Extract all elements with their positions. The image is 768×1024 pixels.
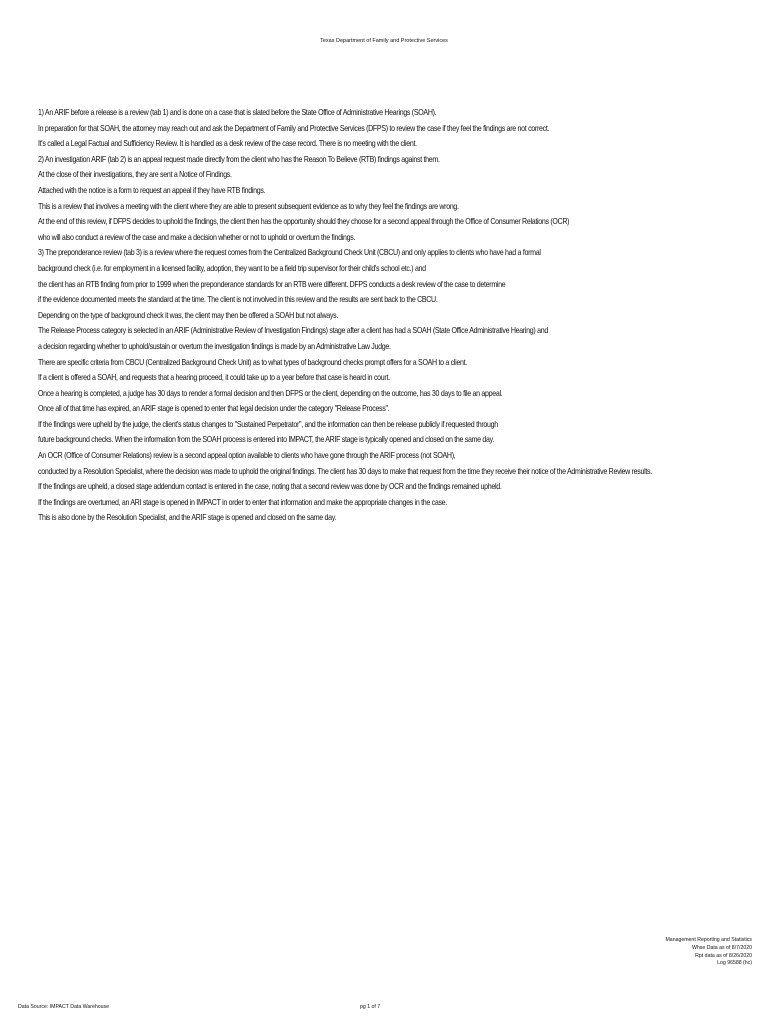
text-line: if the evidence documented meets the standard at the time. The client is not involved in this review and the results are sent back to the CBCU. [38,295,438,305]
warehouse-date: Whse Data as of 8/7/2020 [692,944,752,951]
text-line: If the findings are upheld, a closed stage addendum contact is entered in the case, noting that a second review was done by OCR and the findings remained upheld. [38,482,502,492]
paragraph-release-process [38,323,738,448]
text-line: 1) An ARIF before a release is a review (tab 1) and is done on a case that is slated before the State Office of Administrative Hearings (SOAH). [38,108,437,117]
text-line: If the findings were upheld by the judge, the client's status changes to "Sustained Perpetrator", and the information can then be release publicly if requested through [38,419,498,429]
paragraph-arif-before-release [38,105,738,152]
text-line: who will also conduct a review of the case and make a decision whether or not to uphold or overturn the findings. [38,232,356,242]
data-source: Data Source: IMPACT Data Warehouse [18,1004,110,1010]
paragraph-investigation-arif [38,152,738,246]
text-line: At the end of this review, if DFPS decides to uphold the findings, the client then has the opportunity should they choose for a second appeal through the Office of Consumer Relations (OCR) [38,217,570,227]
text-line: the client has an RTB finding from prior to 1999 when the preponderance standards for an RTB were different. DFPS conducts a desk review of the case to determine [38,279,506,289]
report-date: Rpt data as of 8/26/2020 [695,952,752,959]
text-line: 2) An investigation ARIF (tab 2) is an appeal request made directly from the client who has the Reason To Believe (RTB) findings against them. [38,154,440,164]
text-line: Once all of that time has expired, an ARIF stage is opened to enter that legal decision under the category "Release Process". [38,404,390,414]
text-line: This is also done by the Resolution Specialist, and the ARIF stage is opened and closed on the same day. [38,513,337,523]
text-line: There are specific criteria from CBCU (Centralized Background Check Unit) as to what types of background checks prompt offers for a SOAH to a client. [38,357,467,367]
text-line: At the close of their investigations, they are sent a Notice of Findings. [38,170,232,180]
text-line: conducted by a Resolution Specialist, where the decision was made to uphold the original findings. The client has 30 days to make that request from the time they receive their notice of the Administrative Review results. [38,466,652,476]
report-owner: Management Reporting and Statistics [665,937,752,943]
document-body [38,105,738,526]
page-number: pg 1 of 7 [360,1004,381,1010]
text-line: In preparation for that SOAH, the attorney may reach out and ask the Department of Family and Protective Services (DFPS) to review the case if they feel the findings are not correct. [38,123,550,133]
text-line: If a client is offered a SOAH, and requests that a hearing proceed, it could take up to a year before that case is heard in court. [38,373,390,383]
text-line: a decision regarding whether to uphold/sustain or overturn the investigation findings is made by an Administrative Law Judge. [38,341,391,351]
paragraph-preponderance-review [38,245,738,323]
text-line: Attached with the notice is a form to request an appeal if they have RTB findings. [38,185,266,195]
text-line: An OCR (Office of Consumer Relations) review is a second appeal option available to clients who have gone through the ARIF process (not SOAH), [38,451,456,461]
paragraph-ocr-review [38,448,738,526]
text-line: background check (i.e. for employment in a licensed facility, adoption, they want to be a field trip supervisor for their child's school etc.) and [38,263,426,273]
text-line: If the findings are overturned, an ARI stage is opened in IMPACT in order to enter that information and make the appropriate changes in the case. [38,497,447,507]
page-header: Texas Department of Family and Protective Services [320,38,448,44]
log-number: Log 96588 (hc) [717,960,752,967]
text-line: It's called a Legal Factual and Sufficiency Review. It is handled as a desk review of the case record. There is no meeting with the client. [38,139,417,149]
text-line: This is a review that involves a meeting with the client where they are able to present subsequent evidence as to why they feel the findings are wrong. [38,201,459,211]
report-info-block [665,937,752,968]
text-line: future background checks. When the information from the SOAH process is entered into IMPACT, the ARIF stage is typically opened and closed on the same day. [38,435,495,445]
text-line: Depending on the type of background check it was, the client may then be offered a SOAH but not always. [38,310,339,320]
text-line: Once a hearing is completed, a judge has 30 days to render a formal decision and then DFPS or the client, depending on the outcome, has 30 days to file an appeal. [38,388,503,398]
text-line: 3) The preponderance review (tab 3) is a review where the request comes from the Centralized Background Check Unit (CBCU) and only applies to clients who have had a formal [38,248,541,258]
text-line: The Release Process category is selected in an ARIF (Administrative Review of Investigation Findings) stage after a client has had a SOAH (State Office Administrative Hearing) and [38,326,548,336]
